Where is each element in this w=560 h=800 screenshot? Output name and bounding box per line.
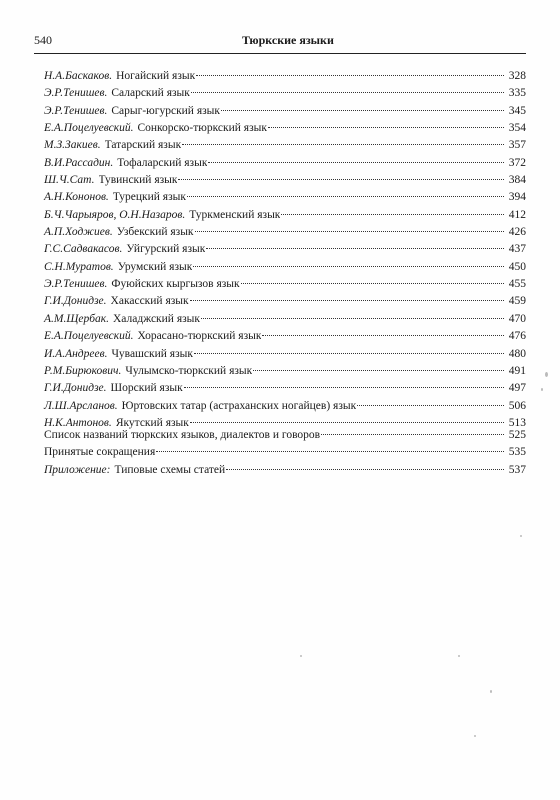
toc-entry bbox=[44, 120, 526, 137]
running-title: Тюркские языки bbox=[242, 33, 334, 47]
toc-page-number: 535 bbox=[508, 446, 526, 459]
toc-author: Г.И.Донидзе. bbox=[44, 382, 107, 395]
toc-dot-leader bbox=[182, 144, 504, 145]
toc-dot-leader bbox=[193, 266, 504, 267]
toc-author: Р.М.Бирюкович. bbox=[44, 364, 122, 377]
toc-author: М.З.Закиев. bbox=[44, 139, 101, 152]
toc-entry bbox=[44, 137, 526, 154]
toc-page-number: 537 bbox=[508, 463, 526, 476]
toc-page-number: 497 bbox=[508, 382, 526, 395]
toc-title: Узбекский язык bbox=[116, 226, 194, 239]
toc-entry bbox=[44, 241, 526, 258]
toc-dot-leader bbox=[357, 405, 504, 406]
toc-title: Шорский язык bbox=[110, 382, 183, 395]
toc-page-number: 476 bbox=[508, 330, 526, 343]
scan-speck bbox=[474, 735, 476, 737]
toc-author: Г.И.Донидзе. bbox=[44, 295, 107, 308]
toc-title: Хорасано-тюркский язык bbox=[137, 330, 262, 343]
page-number: 540 bbox=[34, 33, 52, 47]
toc-entry bbox=[44, 189, 526, 206]
toc-dot-leader bbox=[187, 196, 504, 197]
toc-page-number: 426 bbox=[508, 226, 526, 239]
toc-dot-leader bbox=[156, 451, 504, 452]
toc-author: Н.К.Антонов. bbox=[44, 416, 112, 429]
toc-entry bbox=[44, 155, 526, 172]
toc-entry bbox=[44, 328, 526, 345]
toc-entry bbox=[44, 462, 526, 479]
toc-title: Саларский язык bbox=[111, 87, 190, 100]
toc-page-number: 357 bbox=[508, 139, 526, 152]
toc-author: Н.А.Баскаков. bbox=[44, 70, 113, 82]
toc-title: Сонкорско-тюркский язык bbox=[137, 122, 267, 135]
toc-page-number: 450 bbox=[508, 260, 526, 273]
toc-entry bbox=[44, 363, 526, 380]
toc-title: Принятые сокращения bbox=[44, 446, 156, 459]
toc-prefix: Приложение: bbox=[44, 463, 111, 476]
header-rule bbox=[34, 53, 526, 54]
toc-entry bbox=[44, 398, 526, 415]
toc-author: А.Н.Кононов. bbox=[44, 191, 109, 204]
toc-title: Ногайский язык bbox=[116, 70, 196, 82]
toc-page-number: 491 bbox=[508, 364, 526, 377]
toc-dot-leader bbox=[190, 300, 504, 301]
toc-page-number: 372 bbox=[508, 156, 526, 169]
toc-dot-leader bbox=[221, 110, 504, 111]
toc-page-number: 459 bbox=[508, 295, 526, 308]
toc-author: Л.Ш.Арсланов. bbox=[44, 399, 118, 412]
toc-dot-leader bbox=[206, 248, 504, 249]
toc-entry bbox=[44, 346, 526, 363]
page-header bbox=[34, 33, 524, 49]
scan-speck bbox=[300, 655, 302, 657]
toc-page-number: 470 bbox=[508, 312, 526, 325]
toc-title: Уйгурский язык bbox=[126, 243, 206, 256]
toc-author: Э.Р.Тенишев. bbox=[44, 278, 108, 291]
toc-author: Э.Р.Тенишев. bbox=[44, 104, 108, 117]
toc-entry bbox=[44, 68, 526, 85]
toc-title: Урумский язык bbox=[117, 260, 193, 273]
toc-author: Г.С.Садвакасов. bbox=[44, 243, 123, 256]
toc-entry bbox=[44, 311, 526, 328]
toc-title: Чувашский язык bbox=[111, 347, 193, 360]
toc-entry bbox=[44, 224, 526, 241]
toc-page-number: 335 bbox=[508, 87, 526, 100]
toc-entry bbox=[44, 293, 526, 310]
toc-author: В.И.Рассадин. bbox=[44, 156, 114, 169]
toc-entry bbox=[44, 85, 526, 102]
toc-page-number: 513 bbox=[508, 416, 526, 429]
toc-page-number: 525 bbox=[508, 429, 526, 441]
toc-dot-leader bbox=[321, 434, 504, 435]
toc-entry bbox=[44, 276, 526, 293]
scan-speck bbox=[541, 388, 543, 391]
toc-entry bbox=[44, 380, 526, 397]
toc-dot-leader bbox=[191, 92, 504, 93]
toc-author: Б.Ч.Чарыяров, О.Н.Назаров. bbox=[44, 208, 186, 221]
toc-title: Чулымско-тюркский язык bbox=[125, 364, 253, 377]
toc-title: Список названий тюркских языков, диалектов и говоров bbox=[44, 429, 321, 441]
toc-entry bbox=[44, 444, 526, 461]
scan-speck bbox=[545, 372, 548, 377]
toc-dot-leader bbox=[195, 231, 504, 232]
toc-author: Е.А.Поцелуевский. bbox=[44, 330, 134, 343]
toc-page-number: 394 bbox=[508, 191, 526, 204]
toc-author: А.П.Ходжиев. bbox=[44, 226, 113, 239]
toc-title: Татарский язык bbox=[104, 139, 182, 152]
toc-page-number: 455 bbox=[508, 278, 526, 291]
toc-dot-leader bbox=[201, 318, 504, 319]
scan-speck bbox=[520, 535, 522, 537]
toc-title: Хакасский язык bbox=[110, 295, 189, 308]
toc-title: Туркменский язык bbox=[189, 208, 281, 221]
toc-dot-leader bbox=[281, 214, 504, 215]
toc-entry bbox=[44, 259, 526, 276]
toc-title: Якутский язык bbox=[115, 416, 189, 429]
toc-dot-leader bbox=[253, 370, 504, 371]
toc-author: С.Н.Муратов. bbox=[44, 260, 114, 273]
toc-title: Фуюйских кыргызов язык bbox=[111, 278, 240, 291]
toc-entry bbox=[44, 427, 526, 444]
toc-author: Ш.Ч.Сат. bbox=[44, 174, 95, 187]
scan-speck bbox=[458, 655, 460, 657]
toc-dot-leader bbox=[194, 353, 504, 354]
toc-author: Э.Р.Тенишев. bbox=[44, 87, 108, 100]
toc-title: Турецкий язык bbox=[112, 191, 186, 204]
toc-page-number: 354 bbox=[508, 122, 526, 135]
toc-dot-leader bbox=[241, 283, 504, 284]
toc-title: Халаджский язык bbox=[113, 312, 200, 325]
toc-author: И.А.Андреев. bbox=[44, 347, 108, 360]
toc-entry bbox=[44, 103, 526, 120]
toc-languages-list bbox=[44, 68, 526, 432]
toc-page-number: 384 bbox=[508, 174, 526, 187]
toc-author: А.М.Щербак. bbox=[44, 312, 109, 325]
toc-appendix-list bbox=[44, 427, 526, 479]
toc-title: Типовые схемы статей bbox=[114, 463, 226, 476]
toc-entry bbox=[44, 172, 526, 189]
toc-title: Сарыг-югурский язык bbox=[111, 104, 220, 117]
toc-title: Тофаларский язык bbox=[117, 156, 208, 169]
toc-page-number: 437 bbox=[508, 243, 526, 256]
toc-title: Тувинский язык bbox=[98, 174, 178, 187]
scan-speck bbox=[490, 690, 492, 693]
toc-page-number: 506 bbox=[508, 399, 526, 412]
toc-dot-leader bbox=[184, 387, 504, 388]
toc-dot-leader bbox=[226, 469, 504, 470]
toc-dot-leader bbox=[268, 127, 504, 128]
toc-page-number: 480 bbox=[508, 347, 526, 360]
toc-entry bbox=[44, 207, 526, 224]
toc-dot-leader bbox=[262, 335, 504, 336]
toc-author: Е.А.Поцелуевский. bbox=[44, 122, 134, 135]
toc-title: Юртовских татар (астраханских ногайцев) язык bbox=[121, 399, 357, 412]
toc-dot-leader bbox=[178, 179, 504, 180]
toc-page-number: 328 bbox=[508, 70, 526, 82]
toc-page-number: 345 bbox=[508, 104, 526, 117]
toc-dot-leader bbox=[208, 162, 504, 163]
toc-dot-leader bbox=[190, 422, 504, 423]
toc-dot-leader bbox=[196, 75, 504, 76]
toc-page-number: 412 bbox=[508, 208, 526, 221]
